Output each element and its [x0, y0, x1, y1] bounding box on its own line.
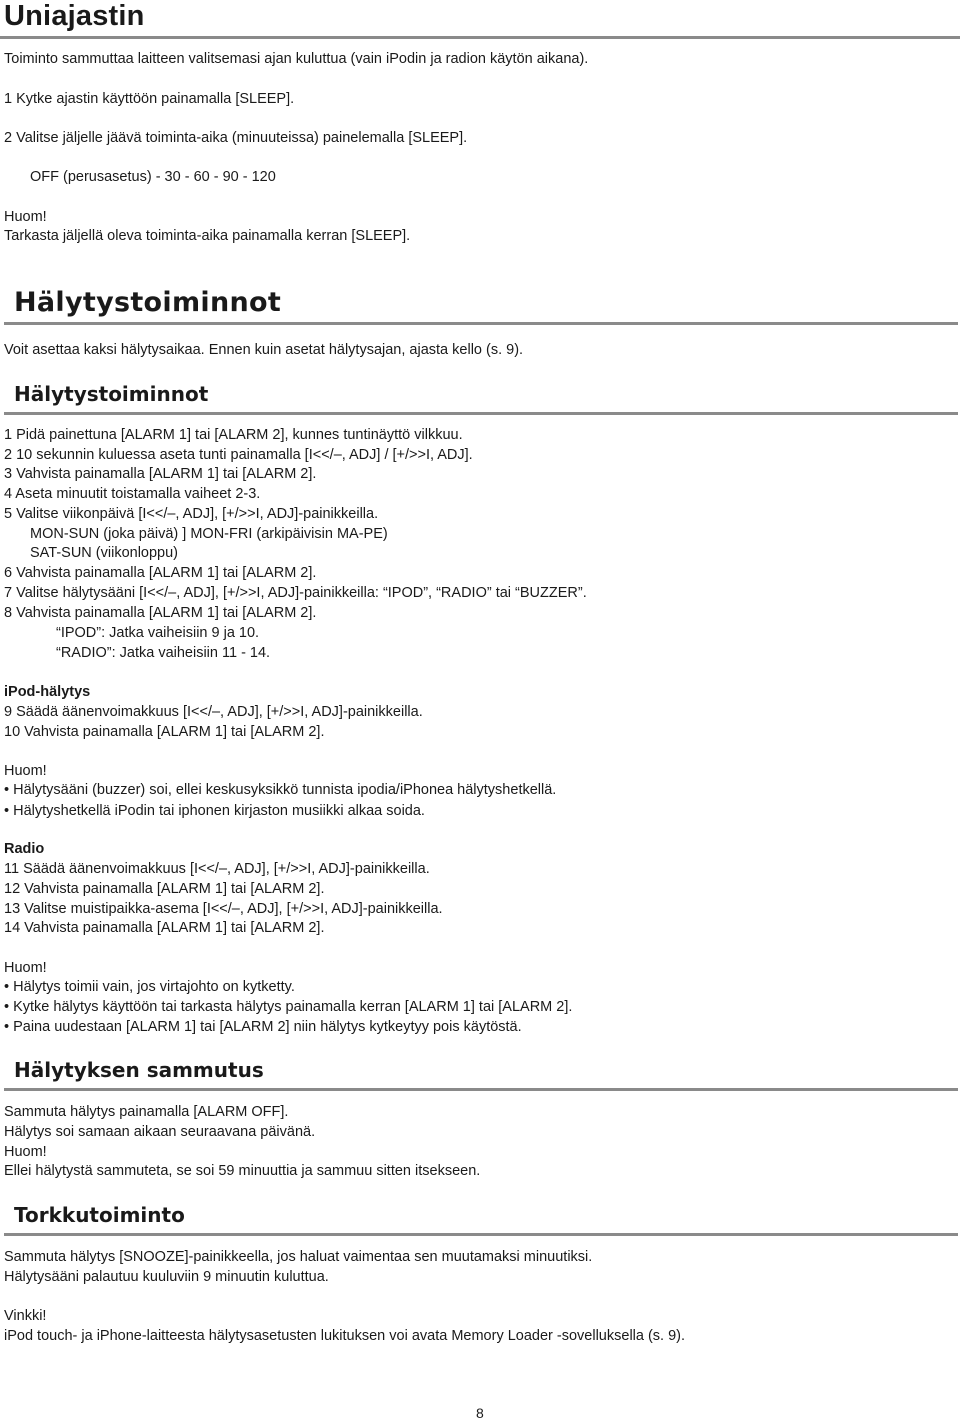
- alarms-subheading: Hälytystoiminnot: [14, 382, 209, 406]
- alarm-off-line-3: Ellei hälytystä sammuteta, se soi 59 minuuttia ja sammuu sitten itsekseen.: [4, 1163, 481, 1179]
- radio-note-2: • Kytke hälytys käyttöön tai tarkasta hälytys painamalla kerran [ALARM 1] tai [ALARM 2].: [4, 999, 573, 1015]
- alarm-step-8: 8 Vahvista painamalla [ALARM 1] tai [ALARM 2].: [4, 605, 317, 621]
- alarm-off-note-label: Huom!: [4, 1144, 47, 1160]
- radio-step-13: 13 Valitse muistipaikka-asema [I<</–, ADJ], [+/>>I, ADJ]-painikkeilla.: [4, 901, 443, 917]
- alarm-ipod-branch: “IPOD”: Jatka vaiheisiin 9 ja 10.: [56, 625, 260, 641]
- sleep-note-label: Huom!: [4, 209, 47, 225]
- snooze-tip-label: Vinkki!: [4, 1308, 47, 1324]
- ipod-alarm-heading: iPod-hälytys: [4, 684, 91, 700]
- radio-step-11: 11 Säädä äänenvoimakkuus [I<</–, ADJ], [+/>>I, ADJ]-painikkeilla.: [4, 861, 430, 877]
- snooze-divider: [4, 1233, 958, 1236]
- alarm-off-line-1: Sammuta hälytys painamalla [ALARM OFF].: [4, 1104, 289, 1120]
- title-divider: [0, 36, 960, 39]
- page-title: Uniajastin: [4, 0, 145, 32]
- alarms-heading: Hälytystoiminnot: [14, 287, 282, 318]
- ipod-note-label: Huom!: [4, 763, 47, 779]
- ipod-step-10: 10 Vahvista painamalla [ALARM 1] tai [ALARM 2].: [4, 724, 325, 740]
- ipod-step-9: 9 Säädä äänenvoimakkuus [I<</–, ADJ], [+/>>I, ADJ]-painikkeilla.: [4, 704, 423, 720]
- snooze-line-2: Hälytysääni palautuu kuuluviin 9 minuutin kuluttua.: [4, 1269, 329, 1285]
- radio-step-12: 12 Vahvista painamalla [ALARM 1] tai [ALARM 2].: [4, 881, 325, 897]
- alarm-off-divider: [4, 1088, 958, 1091]
- alarm-days-option-1: MON-SUN (joka päivä) ] MON-FRI (arkipäivisin MA-PE): [30, 526, 388, 542]
- radio-step-14: 14 Vahvista painamalla [ALARM 1] tai [ALARM 2].: [4, 920, 325, 936]
- sleep-note-text: Tarkasta jäljellä oleva toiminta-aika painamalla kerran [SLEEP].: [4, 228, 411, 244]
- alarm-step-5: 5 Valitse viikonpäivä [I<</–, ADJ], [+/>>I, ADJ]-painikkeilla.: [4, 506, 379, 522]
- radio-note-3: • Paina uudestaan [ALARM 1] tai [ALARM 2] niin hälytys kytkeytyy pois käytöstä.: [4, 1019, 522, 1035]
- page-number: 8: [476, 1405, 484, 1421]
- ipod-note-2: • Hälytyshetkellä iPodin tai iphonen kirjaston musiikki alkaa soida.: [4, 803, 425, 819]
- alarm-off-heading: Hälytyksen sammutus: [14, 1058, 264, 1082]
- alarms-divider: [4, 322, 958, 325]
- sleep-step-1: 1 Kytke ajastin käyttöön painamalla [SLEEP].: [4, 91, 295, 107]
- alarm-step-7: 7 Valitse hälytysääni [I<</–, ADJ], [+/>>I, ADJ]-painikkeilla: “IPOD”, “RADIO” tai “BUZZER”.: [4, 585, 587, 601]
- snooze-heading: Torkkutoiminto: [14, 1203, 185, 1227]
- alarm-off-line-2: Hälytys soi samaan aikaan seuraavana päivänä.: [4, 1124, 316, 1140]
- alarm-step-2: 2 10 sekunnin kuluessa aseta tunti painamalla [I<</–, ADJ] / [+/>>I, ADJ].: [4, 447, 473, 463]
- alarm-step-1: 1 Pidä painettuna [ALARM 1] tai [ALARM 2], kunnes tuntinäyttö vilkkuu.: [4, 427, 463, 443]
- alarm-radio-branch: “RADIO”: Jatka vaiheisiin 11 - 14.: [56, 645, 271, 661]
- sleep-step-2: 2 Valitse jäljelle jäävä toiminta-aika (minuuteissa) painelemalla [SLEEP].: [4, 130, 468, 146]
- radio-heading: Radio: [4, 841, 45, 857]
- alarms-sub-divider: [4, 412, 958, 415]
- sleep-intro: Toiminto sammuttaa laitteen valitsemasi ajan kuluttua (vain iPodin ja radion käytön aikana).: [4, 51, 589, 67]
- radio-note-label: Huom!: [4, 960, 47, 976]
- alarms-intro: Voit asettaa kaksi hälytysaikaa. Ennen kuin asetat hälytysajan, ajasta kello (s. 9).: [4, 342, 524, 358]
- snooze-tip-text: iPod touch- ja iPhone-laitteesta hälytysasetusten lukituksen voi avata Memory Loader -sovelluksella (s. 9).: [4, 1328, 686, 1344]
- alarm-step-6: 6 Vahvista painamalla [ALARM 1] tai [ALARM 2].: [4, 565, 317, 581]
- alarm-step-3: 3 Vahvista painamalla [ALARM 1] tai [ALARM 2].: [4, 466, 317, 482]
- sleep-options: OFF (perusasetus) - 30 - 60 - 90 - 120: [30, 169, 276, 185]
- radio-note-1: • Hälytys toimii vain, jos virtajohto on kytketty.: [4, 979, 295, 995]
- alarm-days-option-2: SAT-SUN (viikonloppu): [30, 545, 179, 561]
- snooze-line-1: Sammuta hälytys [SNOOZE]-painikkeella, jos haluat vaimentaa sen muutamaksi minuutiksi.: [4, 1249, 593, 1265]
- ipod-note-1: • Hälytysääni (buzzer) soi, ellei keskusyksikkö tunnista ipodia/iPhonea hälytyshetkellä.: [4, 782, 557, 798]
- alarm-step-4: 4 Aseta minuutit toistamalla vaiheet 2-3.: [4, 486, 261, 502]
